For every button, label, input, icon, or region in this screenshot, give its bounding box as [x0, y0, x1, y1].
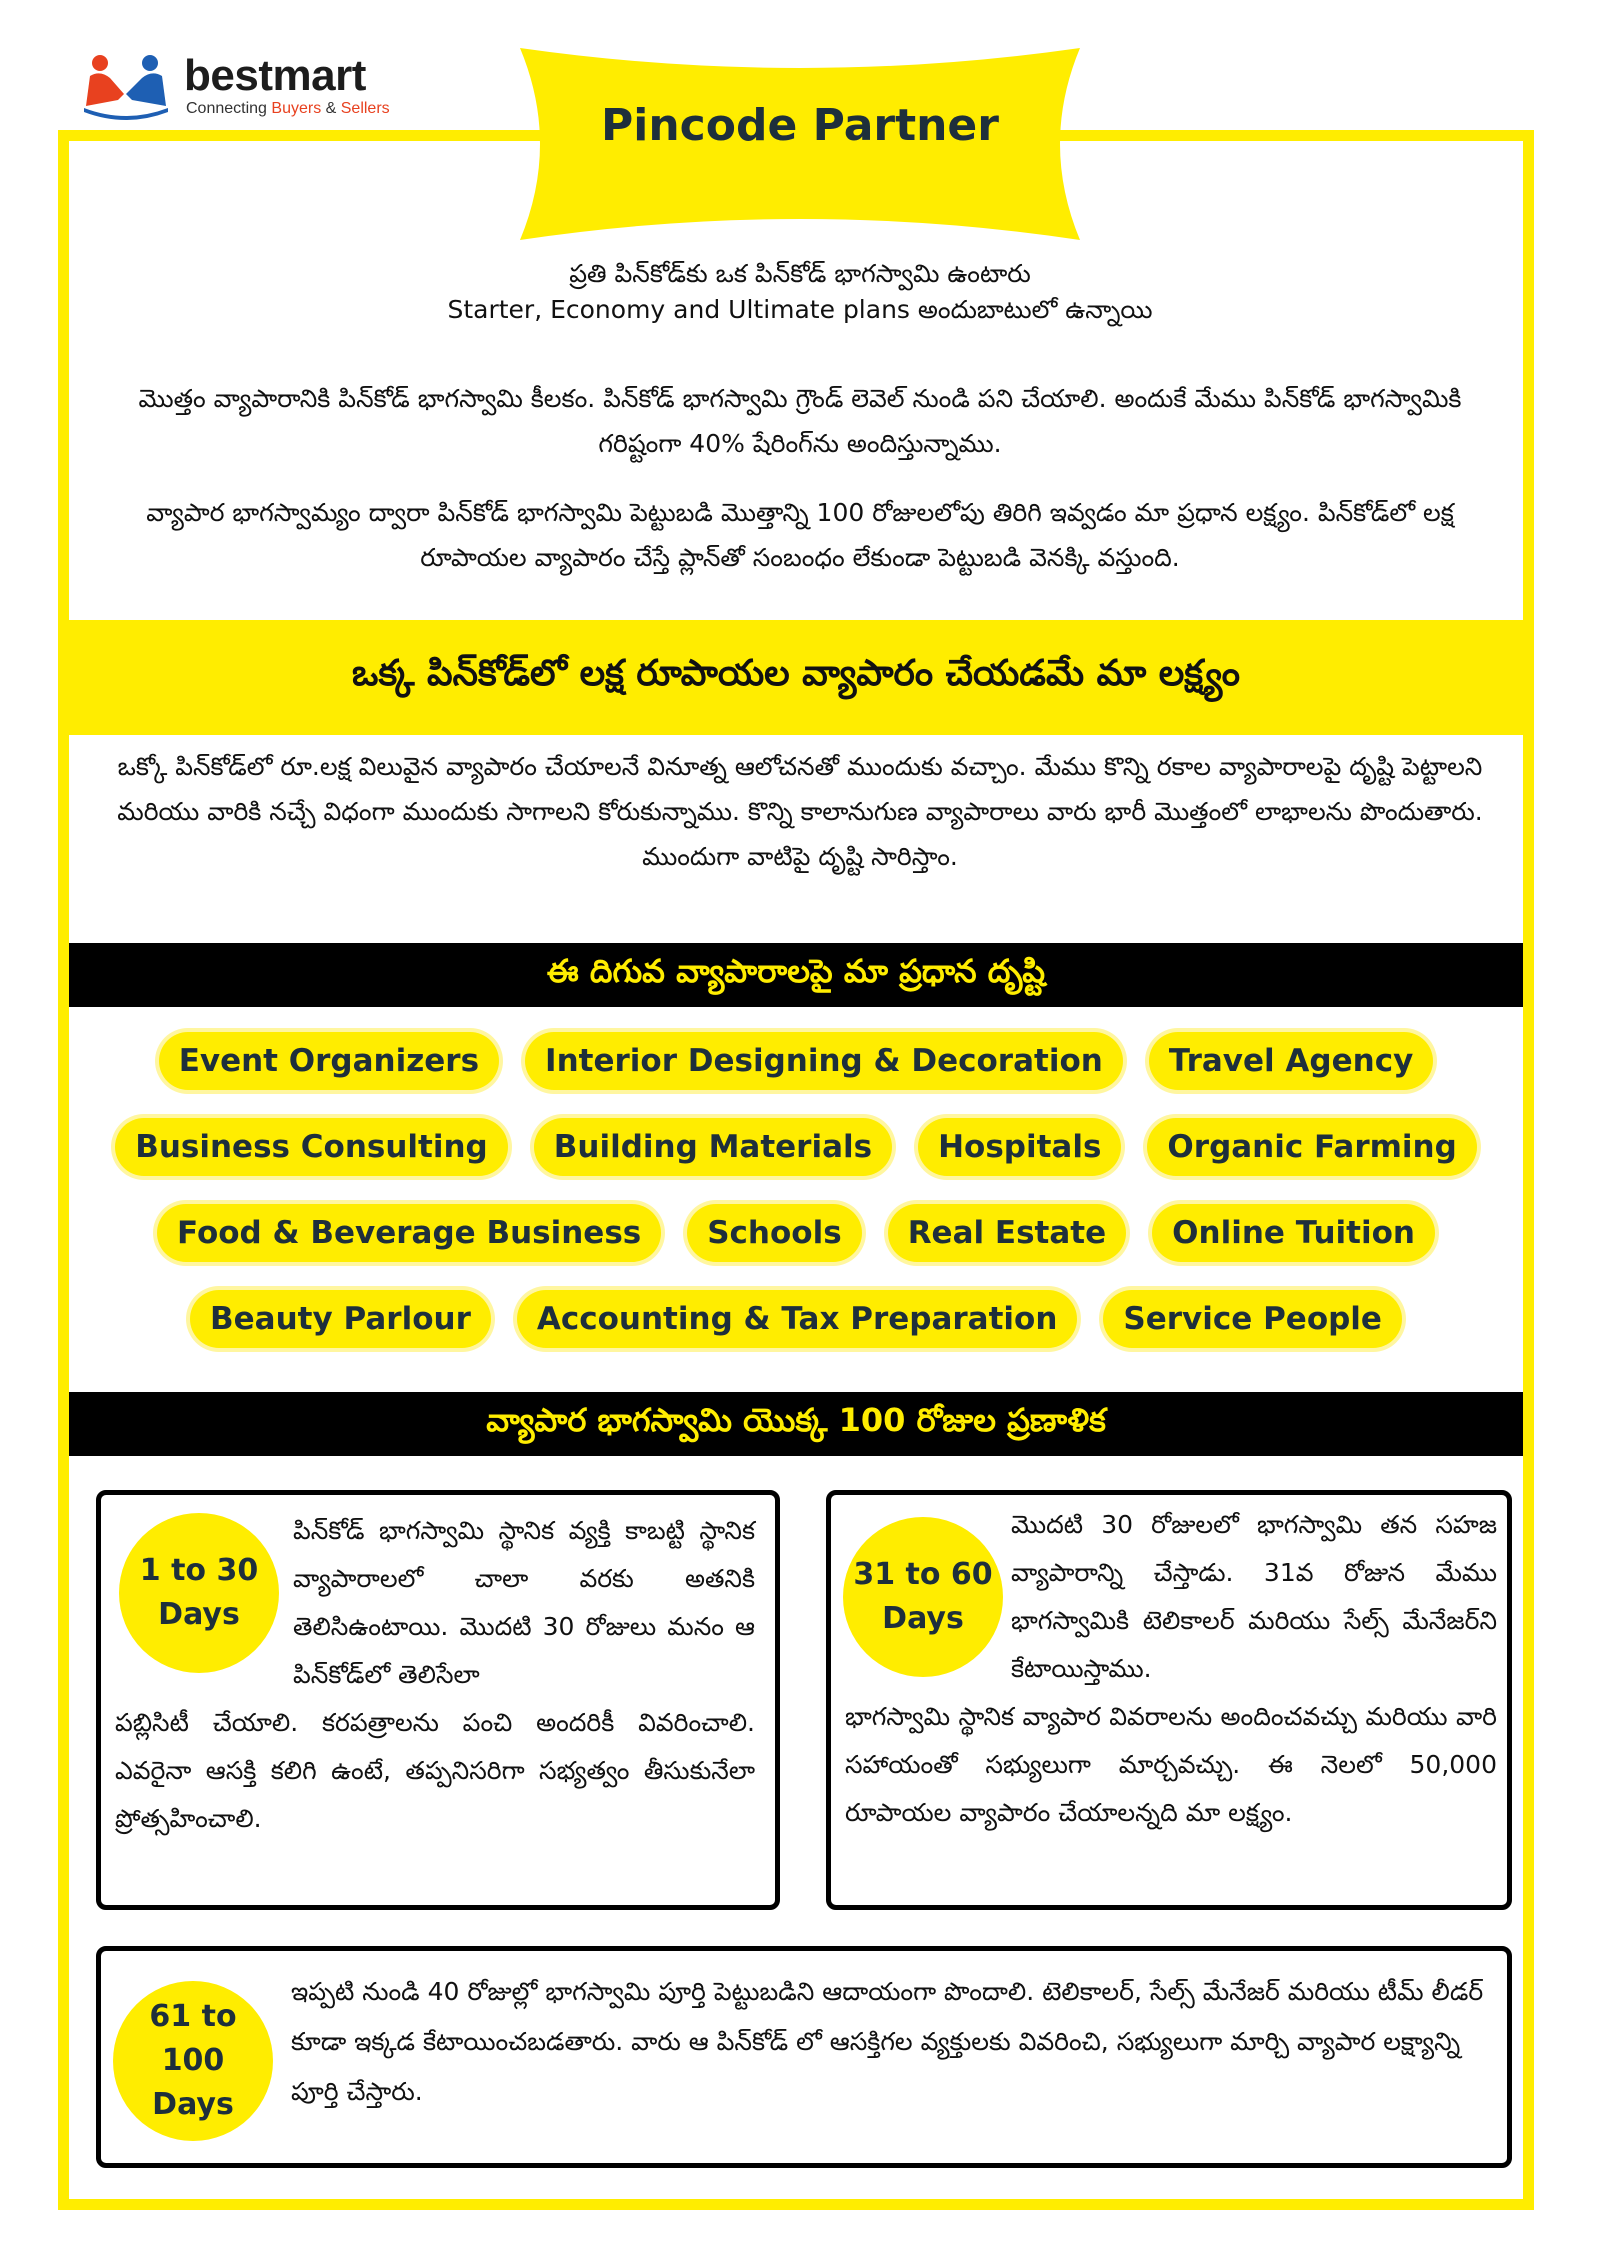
phase-card-1-30: [96, 1490, 780, 1910]
category-chip: Service People: [1103, 1290, 1402, 1348]
category-chip: Food & Beverage Business: [157, 1204, 661, 1262]
intro-block: [110, 256, 1490, 328]
category-chip: Real Estate: [888, 1204, 1126, 1262]
phase-badge: 61 to 100 Days: [113, 1981, 273, 2141]
phase-badge: 31 to 60 Days: [843, 1517, 1003, 1677]
category-chip: Schools: [687, 1204, 861, 1262]
category-chip: Online Tuition: [1152, 1204, 1435, 1262]
intro-line-2: Starter, Economy and Ultimate plans అందుబాటులో ఉన్నాయి: [447, 295, 1153, 324]
phase-text: ఇప్పటి నుండి 40 రోజుల్లో భాగస్వామి పూర్తి పెట్టుబడిని ఆదాయంగా పొందాలి. టెలికాలర్, సేల్స్ మేనేజర్ మరియు టీమ్ లీడర్ కూడా ఇక్కడ కేటాయించబడతారు. వారు ఆ పిన్‌కోడ్ లో ఆసక్తిగల వ్యక్తులకు వివరించి, సభ్యులుగా మార్చి వ్యాపార లక్ష్యాన్ని పూర్తి చేస్తారు.: [291, 1977, 1484, 2106]
phase-text-continued: పబ్లిసిటీ చేయాలి. కరపత్రాలను పంచి అందరికీ వివరించాలి. ఎవరైనా ఆసక్తి కలిగి ఉంటే, తప్పనిసరిగా సభ్యత్వం తీసుకునేలా ప్రోత్సహించాలి.: [115, 1708, 755, 1833]
intro-paragraph-2: వ్యాపార భాగస్వామ్యం ద్వారా పిన్‌కోడ్ భాగస్వామి పెట్టుబడి మొత్తాన్ని 100 రోజులలోపు తిరిగి ఇవ్వడం మా ప్రధాన లక్ష్యం. పిన్‌కోడ్‌లో లక్ష రూపాయల వ్యాపారం చేస్తే ప్లాన్‌తో సంబంధం లేకుండా పెట్టుబడి వెనక్కి వస్తుంది.: [146, 498, 1454, 572]
category-row: [69, 1290, 1523, 1376]
phase-card-31-60: [826, 1490, 1512, 1910]
phase-text-continued: భాగస్వామి స్థానిక వ్యాపార వివరాలను అందించవచ్చు మరియు వారి సహాయంతో సభ్యులుగా మార్చవచ్చు. ఈ నెలలో 50,000 రూపాయల వ్యాపారం చేయాలన్నది మా లక్ష్యం.: [845, 1702, 1497, 1827]
focus-heading: ఈ దిగువ వ్యాపారాలపై మా ప్రధాన దృష్టి: [69, 943, 1523, 1007]
phase-text: పిన్‌కోడ్ భాగస్వామి స్థానిక వ్యక్తి కాబట్టి స్థానిక వ్యాపారాలలో చాలా వరకు అతనికి తెలిసిఉంటాయి. మొదటి 30 రోజులు మనం ఆ పిన్‌కోడ్‌లో తెలిసేలా: [293, 1516, 755, 1689]
category-chip: Event Organizers: [159, 1032, 499, 1090]
category-chip: Building Materials: [534, 1118, 892, 1176]
phase-card-61-100: [96, 1946, 1512, 2168]
category-chip: Interior Designing & Decoration: [525, 1032, 1123, 1090]
category-chip: Organic Farming: [1147, 1118, 1476, 1176]
category-chip: Hospitals: [918, 1118, 1121, 1176]
goal-paragraph: ఒక్కో పిన్‌కోడ్‌లో రూ.లక్ష విలువైన వ్యాపారం చేయాలనే వినూత్న ఆలోచనతో ముందుకు వచ్చాం. మేము కొన్ని రకాల వ్యాపారాలపై దృష్టి పెట్టాలని మరియు వారికి నచ్చే విధంగా ముందుకు సాగాలని కోరుకున్నాము. కొన్ని కాలానుగుణ వ్యాపారాలు వారు భారీ మొత్తంలో లాభాలను పొందుతారు. ముందుగా వాటిపై దృష్టి సారిస్తాం.: [117, 752, 1483, 871]
phase-badge: 1 to 30 Days: [119, 1513, 279, 1673]
brand-name: bestmart: [184, 51, 366, 100]
brand-tagline: Connecting Buyers & Sellers: [186, 100, 390, 117]
goal-heading: ఒక్క పిన్‌కోడ్‌లో లక్ష రూపాయల వ్యాపారం చేయడమే మా లక్ష్యం: [69, 620, 1523, 735]
intro-paragraph-1: మొత్తం వ్యాపారానికి పిన్‌కోడ్ భాగస్వామి కీలకం. పిన్‌కోడ్ భాగస్వామి గ్రౌండ్ లెవెల్ నుండి పని చేయాలి. అందుకే మేము పిన్‌కోడ్ భాగస్వామికి గరిష్టంగా 40% షేరింగ్‌ను అందిస్తున్నాము.: [138, 384, 1462, 458]
category-chip: Travel Agency: [1149, 1032, 1433, 1090]
category-chip: Beauty Parlour: [190, 1290, 491, 1348]
business-categories: [69, 1032, 1523, 1376]
category-row: [69, 1118, 1523, 1204]
category-chip: Accounting & Tax Preparation: [517, 1290, 1078, 1348]
page-title: Pincode Partner: [601, 100, 999, 151]
phase-text: మొదటి 30 రోజులలో భాగస్వామి తన సహజ వ్యాపారాన్ని చేస్తాడు. 31వ రోజున మేము భాగస్వామికి టెలికాలర్ మరియు సేల్స్ మేనేజర్‌ని కేటాయిస్తాము.: [1011, 1510, 1497, 1683]
category-row: [69, 1032, 1523, 1118]
category-chip: Business Consulting: [115, 1118, 508, 1176]
handshake-logo-icon: [80, 54, 172, 120]
plan-heading: వ్యాపార భాగస్వామి యొక్క 100 రోజుల ప్రణాళిక: [69, 1392, 1523, 1456]
brand-logo: [80, 52, 460, 122]
intro-line-1: ప్రతి పిన్‌కోడ్‌కు ఒక పిన్‌కోడ్ భాగస్వామి ఉంటారు: [569, 259, 1031, 288]
category-row: [69, 1204, 1523, 1290]
